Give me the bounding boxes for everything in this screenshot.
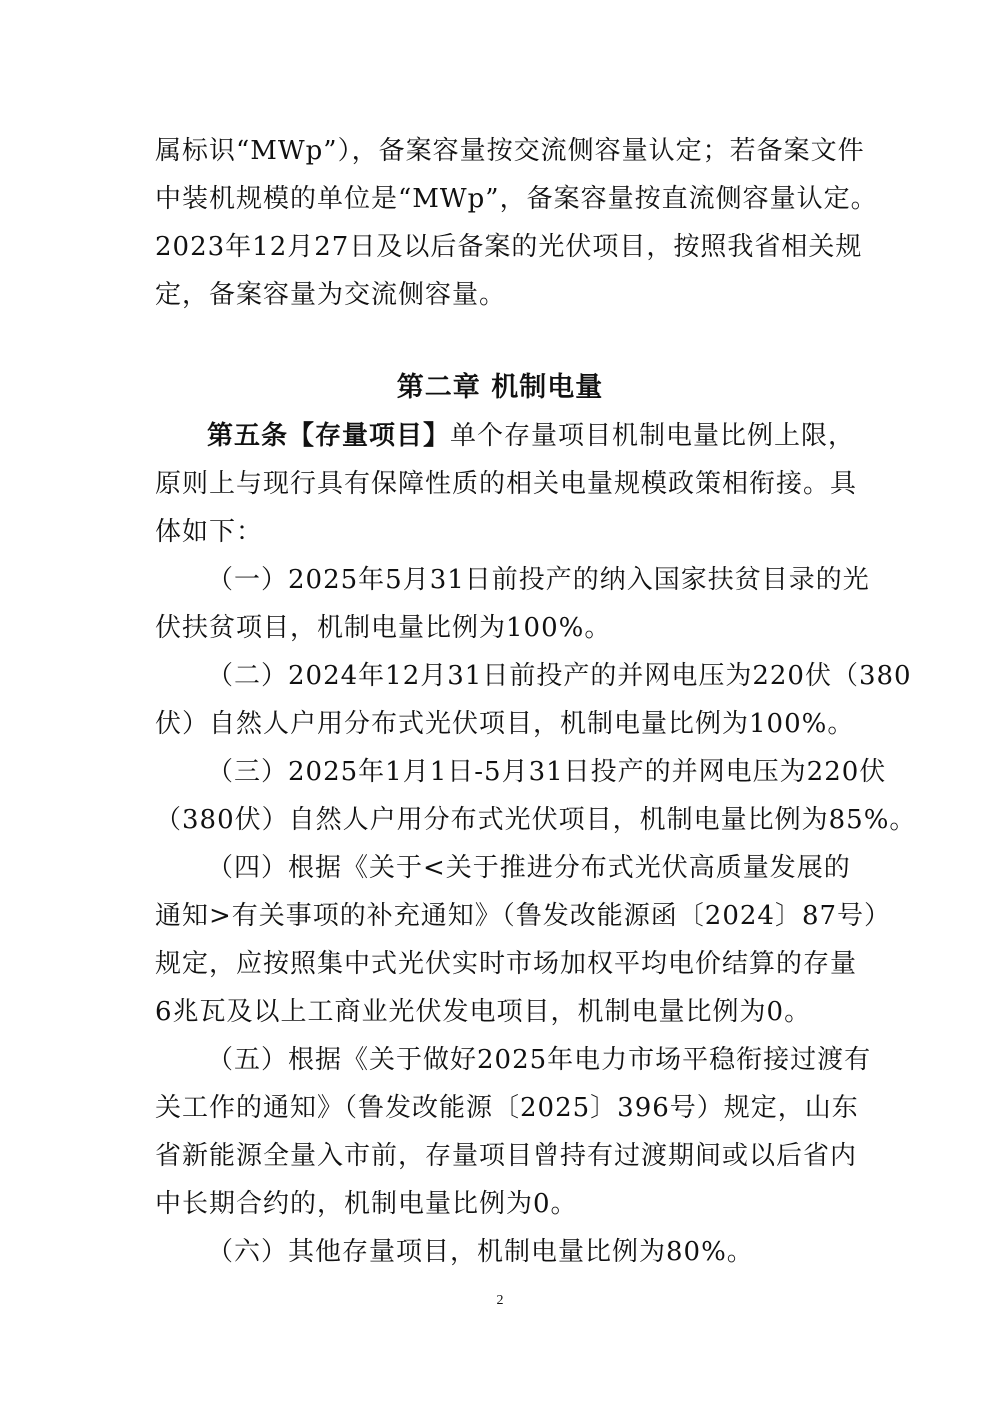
list-item-5: 省新能源全量入市前，存量项目曾持有过渡期间或以后省内: [155, 1141, 858, 1171]
article-5-line: 体如下：: [155, 517, 264, 547]
list-item-1: 伏扶贫项目，机制电量比例为100%。: [155, 613, 612, 643]
list-item-3: （380伏）自然人户用分布式光伏项目，机制电量比例为85%。: [155, 805, 917, 835]
body-text-line: 定，备案容量为交流侧容量。: [155, 280, 507, 310]
list-item-2: 伏）自然人户用分布式光伏项目，机制电量比例为100%。: [155, 709, 855, 739]
body-text-line: 中装机规模的单位是“MWp”，备案容量按直流侧容量认定。: [155, 184, 878, 214]
list-item-4: 规定，应按照集中式光伏实时市场加权平均电价结算的存量: [155, 949, 858, 979]
page-number: 2: [496, 1293, 504, 1308]
article-5-heading: 第五条【存量项目】: [207, 421, 451, 451]
list-item-3: （三）2025年1月1日-5月31日投产的并网电压为220伏: [207, 757, 887, 787]
chapter-title: 第二章 机制电量: [396, 372, 604, 403]
article-5-line: 原则上与现行具有保障性质的相关电量规模政策相衔接。具: [155, 469, 858, 499]
list-item-6: （六）其他存量项目，机制电量比例为80%。: [207, 1237, 754, 1267]
list-item-5: （五）根据《关于做好2025年电力市场平稳衔接过渡有: [207, 1045, 872, 1075]
list-item-2: （二）2024年12月31日前投产的并网电压为220伏（380: [207, 661, 912, 691]
list-item-5: 中长期合约的，机制电量比例为0。: [155, 1189, 578, 1219]
list-item-4: 6兆瓦及以上工商业光伏发电项目，机制电量比例为0。: [155, 997, 812, 1027]
article-5-text: 单个存量项目机制电量比例上限，: [450, 421, 856, 451]
list-item-1: （一）2025年5月31日前投产的纳入国家扶贫目录的光: [207, 565, 870, 595]
list-item-4: 通知>有关事项的补充通知》（鲁发改能源函〔2024〕87号）: [155, 901, 892, 931]
list-item-5: 关工作的通知》（鲁发改能源〔2025〕396号）规定，山东: [155, 1093, 859, 1123]
body-text-line: 属标识“MWp”），备案容量按交流侧容量认定；若备案文件: [155, 136, 865, 166]
body-text-line: 2023年12月27日及以后备案的光伏项目，按照我省相关规: [155, 232, 863, 262]
article-5-line: [207, 419, 907, 453]
list-item-4: （四）根据《关于<关于推进分布式光伏高质量发展的: [207, 853, 851, 883]
